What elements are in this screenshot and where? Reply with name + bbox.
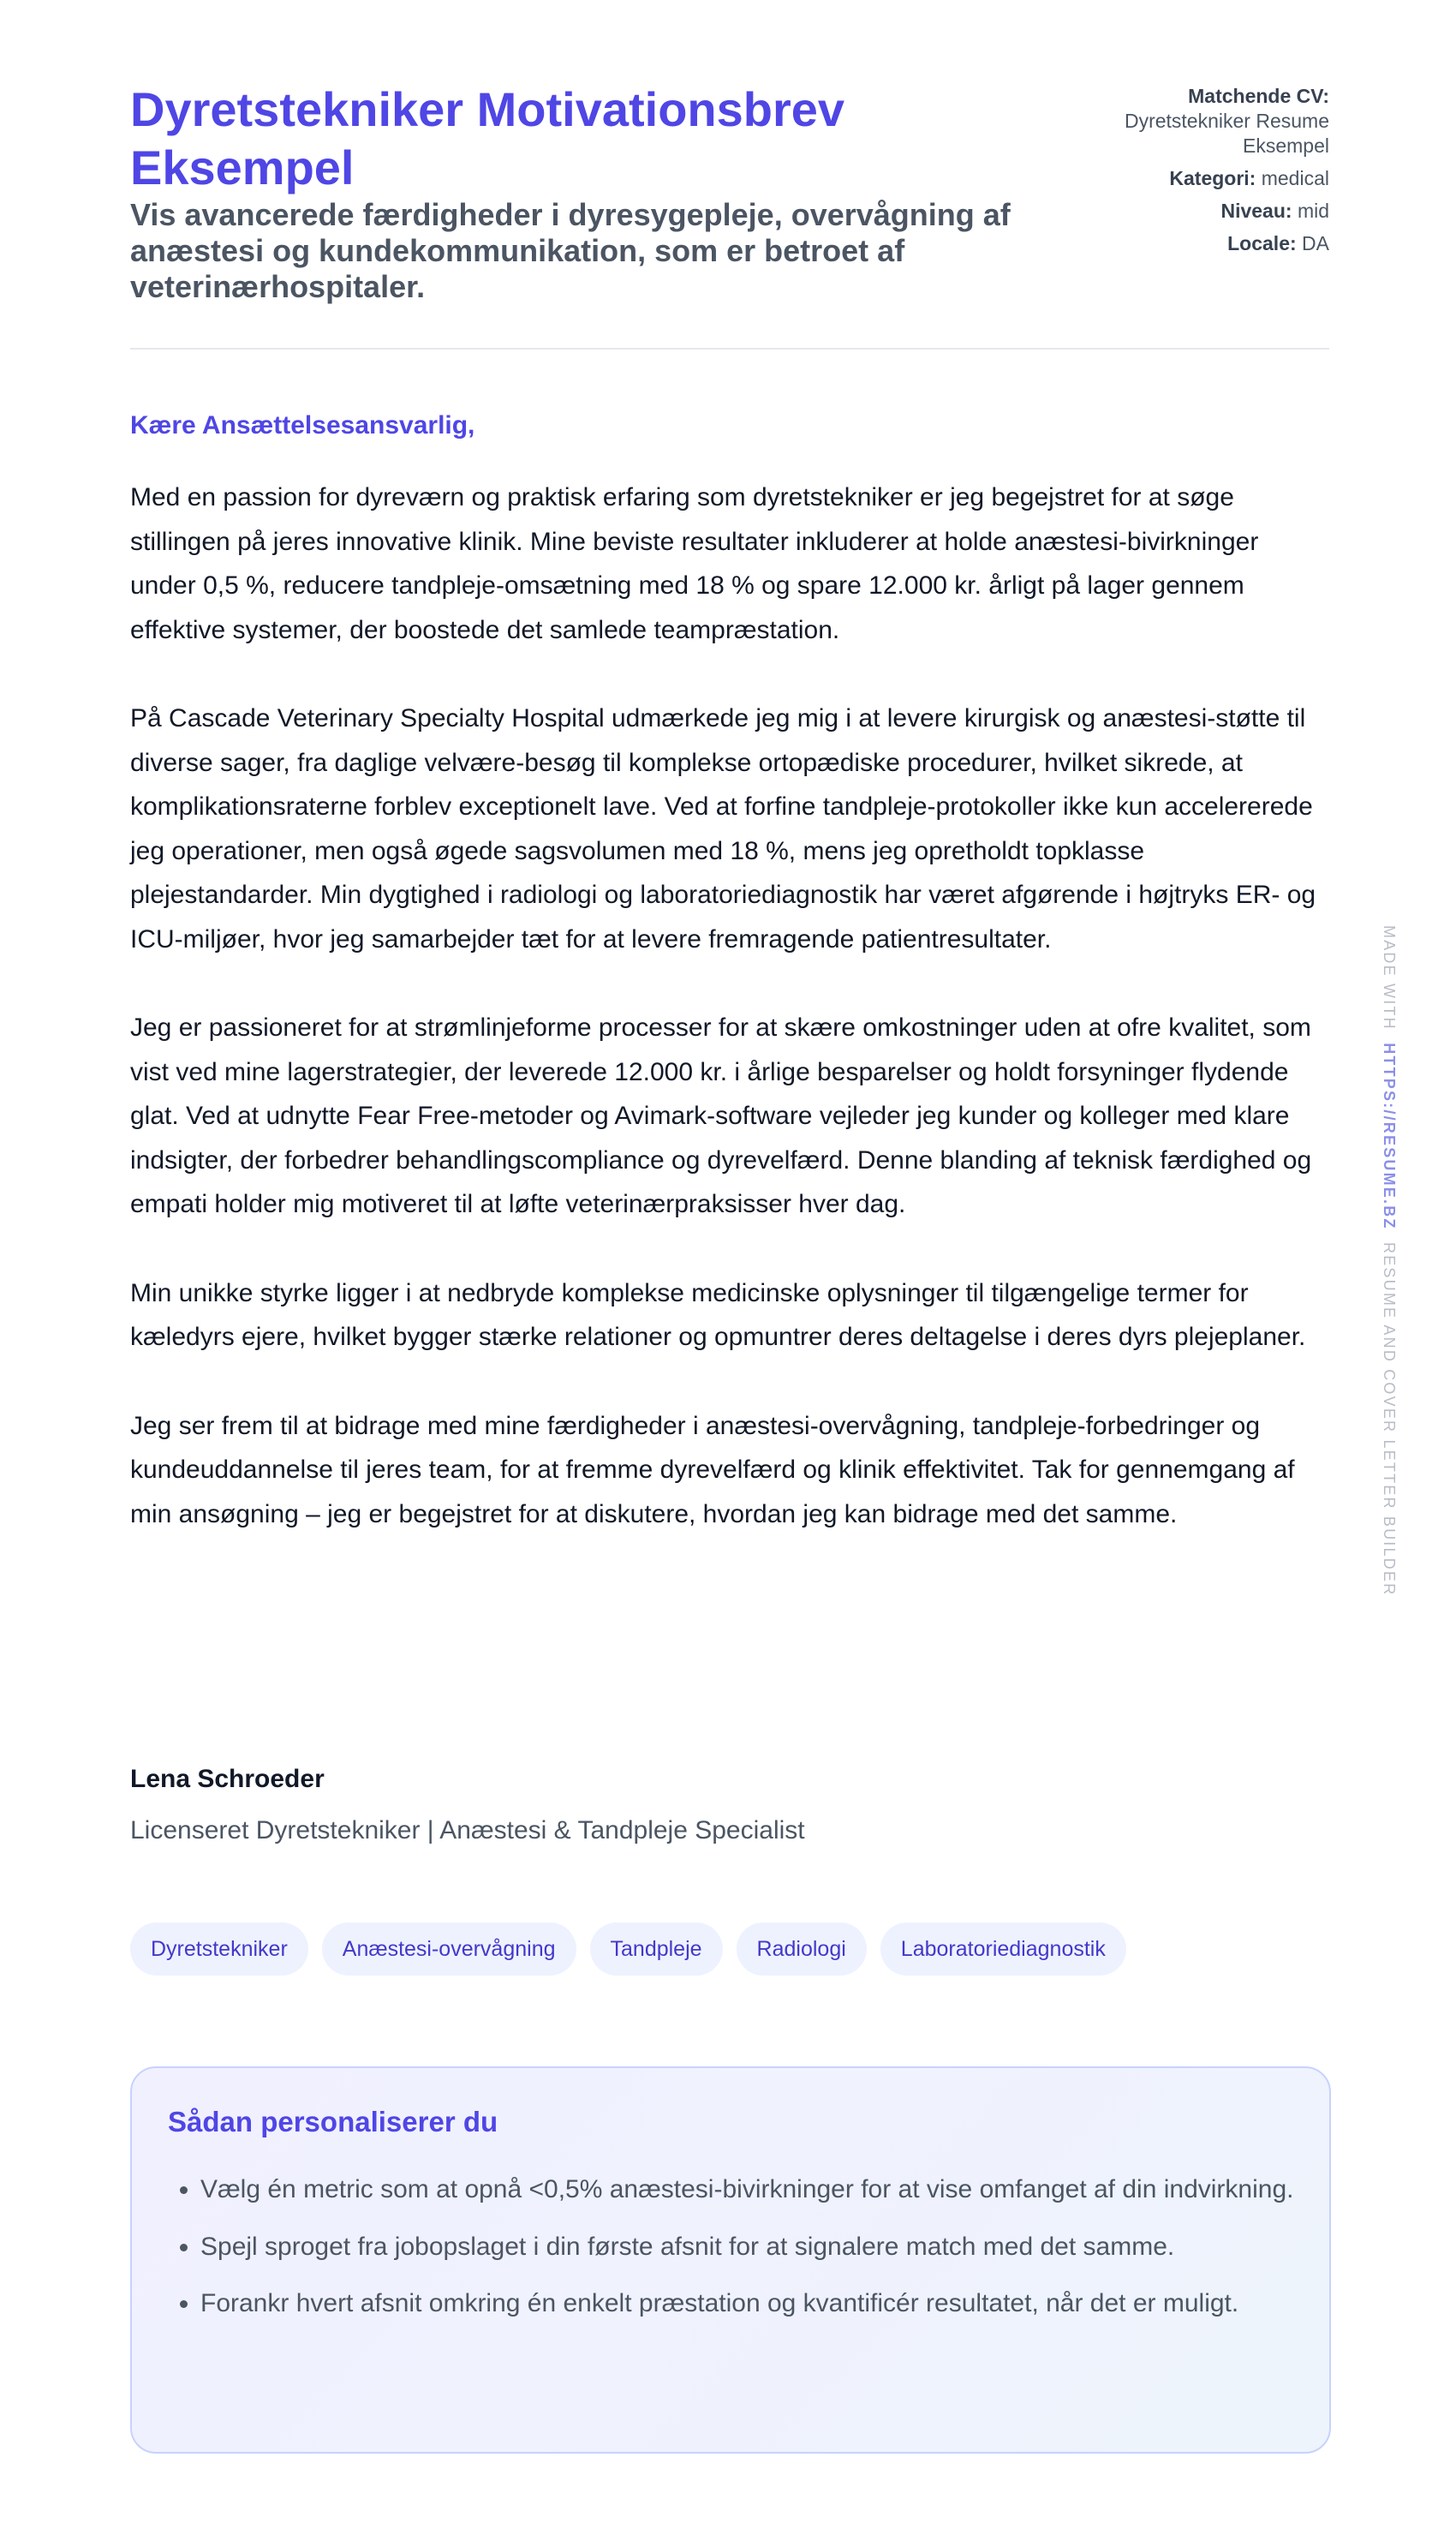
letter-paragraph: Min unikke styrke ligger i at nedbryde komplekse medicinske oplysninger til tilgængelige termer for kæledyrs ejere, hvilket bygger stærke relationer og opmuntrer deres deltagelse i deres dyrs plejeplaner. [130, 1278, 1306, 1351]
meta-locale-label: Locale: [1227, 232, 1297, 254]
made-with-prefix: MADE WITH [1381, 925, 1398, 1031]
skill-tag[interactable]: Tandpleje [590, 1922, 723, 1976]
meta-category-label: Kategori: [1169, 167, 1256, 189]
document-header [130, 81, 1329, 346]
signature-title: Licenseret Dyretstekniker | Anæstesi & Tandpleje Specialist [130, 1816, 805, 1844]
meta-locale [1055, 231, 1329, 256]
made-with-sidebar [1380, 925, 1405, 1628]
meta-cv-label: Matchende CV: [1188, 85, 1329, 107]
meta-level [1055, 199, 1329, 224]
made-with-text [1380, 925, 1398, 1596]
page-title: Dyretstekniker Motivationsbrev Eksempel [130, 82, 845, 194]
personalization-tips-box [130, 2066, 1331, 2454]
meta-level-label: Niveau: [1220, 200, 1292, 222]
skill-tag[interactable]: Dyretstekniker [130, 1922, 308, 1976]
header-divider [130, 348, 1329, 350]
meta-locale-value: DA [1302, 232, 1329, 254]
tips-list [168, 2167, 1314, 2339]
meta-category [1055, 166, 1329, 191]
meta-level-value: mid [1297, 200, 1329, 222]
tips-title: Sådan personaliserer du [168, 2106, 498, 2137]
page-subtitle: Vis avancerede færdigheder i dyresygepleje, overvågning af anæstesi og kundekommunikation, som er betroet af veterinærhospitaler. [130, 197, 1011, 304]
signature-name: Lena Schroeder [130, 1765, 325, 1793]
meta-matching-cv [1055, 84, 1329, 158]
letter-paragraph: Jeg er passioneret for at strømlinjeforme processer for at skære omkostninger uden at ofre kvalitet, som vist ved mine lagerstrategier, der leverede 12.000 kr. i årlige besparelser og holdt forsyninger flydende glat. Ved at udnytte Fear Free-metoder og Avimark-software vejleder jeg kunder og kolleger med klare indsigter, der forbedrer behandlingscompliance og dyrevelfærd. Denne blanding af teknisk færdighed og empati holder mig motiveret til at løfte veterinærpraksisser hver dag. [130, 1013, 1312, 1218]
made-with-link[interactable]: HTTPS://RESUME.BZ [1381, 1043, 1398, 1230]
meta-cv-value[interactable]: Dyretstekniker Resume Eksempel [1124, 110, 1329, 157]
letter-paragraph: Jeg ser frem til at bidrage med mine færdigheder i anæstesi-overvågning, tandpleje-forbedringer og kundeuddannelse til jeres team, for at fremme dyrevelfærd og klinik effektivitet. Tak for gennemgang af min ansøgning – jeg er begejstret for at diskutere, hvordan jeg kan bidrage med det samme. [130, 1411, 1295, 1528]
meta-category-value: medical [1261, 167, 1329, 189]
made-with-suffix: RESUME AND COVER LETTER BUILDER [1381, 1242, 1398, 1597]
skill-tags [130, 1922, 1126, 1976]
skill-tag[interactable]: Radiologi [737, 1922, 867, 1976]
skill-tag[interactable]: Laboratoriediagnostik [880, 1922, 1126, 1976]
meta-panel [1055, 84, 1329, 264]
letter-paragraph: Med en passion for dyreværn og praktisk erfaring som dyretstekniker er jeg begejstret for at søge stillingen på jeres innovative klinik. Mine beviste resultater inkluderer at holde anæstesi-bivirkninger under 0,5 %, reducere tandpleje-omsætning med 18 % og spare 12.000 kr. årligt på lager gennem effektive systemer, der boostede det samlede teampræstation. [130, 483, 1259, 644]
skill-tag[interactable]: Anæstesi-overvågning [322, 1922, 576, 1976]
letter-greeting: Kære Ansættelsesansvarlig, [130, 411, 475, 439]
letter-paragraph: På Cascade Veterinary Specialty Hospital udmærkede jeg mig i at levere kirurgisk og anæstesi-støtte til diverse sager, fra daglige velvære-besøg til komplekse ortopædiske procedurer, hvilket sikrede, at komplikationsraterne forblev exceptionelt lave. Ved at forfine tandpleje-protokoller ikke kun accelererede jeg operationer, men også øgede sagsvolumen med 18 %, mens jeg opretholdt topklasse plejestandarder. Min dygtighed i radiologi og laboratoriediagnostik har været afgørende i højtryks ER- og ICU-miljøer, hvor jeg samarbejder tæt for at levere fremragende patientresultater. [130, 704, 1316, 954]
tip-item: • Spejl sproget fra jobopslaget i din første afsnit for at signalere match med det samme. [200, 2225, 1314, 2269]
letter-body [130, 475, 1329, 1581]
tip-item: • Vælg én metric som at opnå <0,5% anæstesi-bivirkninger for at vise omfanget af din indvirkning. [200, 2167, 1314, 2212]
tip-item: • Forankr hvert afsnit omkring én enkelt præstation og kvantificér resultatet, når det er muligt. [200, 2281, 1314, 2326]
